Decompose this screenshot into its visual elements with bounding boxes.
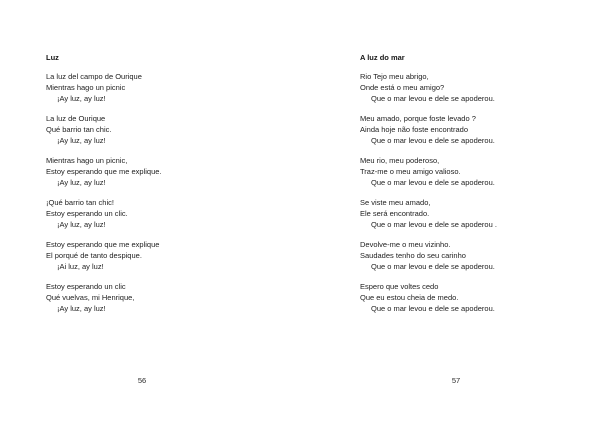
stanza	[360, 281, 552, 314]
poem-line: Que o mar levou e dele se apoderou.	[371, 304, 495, 313]
poem-line: Saudades tenho do seu carinho	[360, 251, 466, 260]
poem-line: Que o mar levou e dele se apoderou.	[371, 178, 495, 187]
poem-line: Meu rio, meu poderoso,	[360, 156, 440, 165]
poem-line: Ele será encontrado.	[360, 209, 430, 218]
poem-line: Onde está o meu amigo?	[360, 83, 445, 92]
poem-line: Devolve-me o meu vizinho.	[360, 240, 451, 249]
poem-line: La luz de Ourique	[46, 114, 106, 123]
stanza	[46, 71, 238, 104]
left-page	[46, 0, 238, 425]
stanza	[46, 113, 238, 146]
poem-line: Traz-me o meu amigo valioso.	[360, 167, 461, 176]
poem-line: Que eu estou cheia de medo.	[360, 293, 459, 302]
poem-line: Espero que voltes cedo	[360, 282, 439, 291]
poem-line: Meu amado, porque foste levado ?	[360, 114, 476, 123]
poem-line: Ainda hoje não foste encontrado	[360, 125, 468, 134]
poem-line: ¡Ai luz, ay luz!	[57, 262, 104, 271]
stanza	[46, 155, 238, 188]
poem-line: Que o mar levou e dele se apoderou .	[371, 220, 497, 229]
page-number-left: 56	[137, 376, 147, 385]
poem-line: Qué vuelvas, mi Henrique,	[46, 293, 135, 302]
stanza	[360, 239, 552, 272]
page-number-right: 57	[451, 376, 461, 385]
stanza	[360, 71, 552, 104]
poem-line: Estoy esperando que me explique	[46, 240, 160, 249]
poem-line: Se viste meu amado,	[360, 198, 431, 207]
poem-body-left	[46, 71, 238, 323]
poem-line: ¡Ay luz, ay luz!	[57, 178, 106, 187]
poem-line: Que o mar levou e dele se apoderou.	[371, 136, 495, 145]
stanza	[360, 155, 552, 188]
poem-title-right: A luz do mar	[360, 53, 405, 62]
stanza	[360, 113, 552, 146]
poem-line: Estoy esperando que me explique.	[46, 167, 162, 176]
stanza	[360, 197, 552, 230]
stanza	[46, 197, 238, 230]
poem-line: Estoy esperando un clic	[46, 282, 126, 291]
poem-line: Que o mar levou e dele se apoderou.	[371, 262, 495, 271]
poem-line: ¡Ay luz, ay luz!	[57, 304, 106, 313]
poem-line: La luz del campo de Ourique	[46, 72, 142, 81]
stanza	[46, 281, 238, 314]
poem-line: Qué barrio tan chic.	[46, 125, 112, 134]
poem-line: ¡Ay luz, ay luz!	[57, 220, 106, 229]
poem-line: Mientras hago un picnic	[46, 83, 126, 92]
poem-line: ¡Ay luz, ay luz!	[57, 136, 106, 145]
poem-title-left: Luz	[46, 53, 59, 62]
poem-line: Mientras hago un picnic,	[46, 156, 128, 165]
poem-line: Rio Tejo meu abrigo,	[360, 72, 429, 81]
poem-line: ¡Qué barrio tan chic!	[46, 198, 114, 207]
right-page	[360, 0, 552, 425]
poem-line: Que o mar levou e dele se apoderou.	[371, 94, 495, 103]
stanza	[46, 239, 238, 272]
poem-line: El porqué de tanto despique.	[46, 251, 142, 260]
poem-body-right	[360, 71, 552, 323]
poem-line: Estoy esperando un clic.	[46, 209, 128, 218]
poem-line: ¡Ay luz, ay luz!	[57, 94, 106, 103]
